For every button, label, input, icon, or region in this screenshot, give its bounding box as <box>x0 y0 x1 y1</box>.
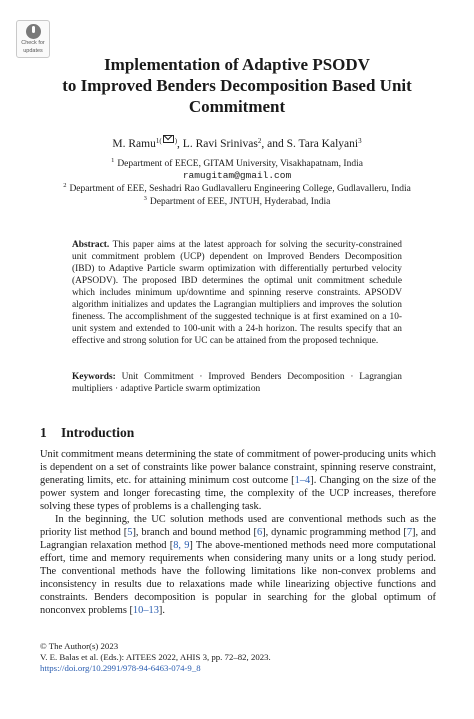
bookmark-icon <box>26 24 41 39</box>
envelope-icon <box>163 135 174 143</box>
title-line-2: to Improved Benders Decomposition Based Unit <box>62 76 412 95</box>
para1-text-b: ]. Changing on the size of the power system and longer forecasting time, the complexity of the UCP increases, therefore solving these types of problems is a challenging task. <box>40 475 436 512</box>
intro-paragraph-1 <box>40 448 436 513</box>
author-3-affil: 3 <box>358 137 362 145</box>
citation-link[interactable]: 1–4 <box>294 475 311 486</box>
affiliation-2-num: 2 <box>63 182 67 189</box>
title-line-3: Commitment <box>188 97 286 116</box>
keywords-label: Keywords: <box>72 372 116 382</box>
para2-text-f: ]. <box>158 605 165 616</box>
affiliation-2-text: Department of EEE, Seshadri Rao Gudlavalleru Engineering College, Gudlavalleru, India <box>69 184 411 194</box>
badge-line2: updates <box>23 47 43 54</box>
intro-paragraph-2 <box>40 513 436 617</box>
author-3-name: , and S. Tara Kalyani <box>261 138 359 150</box>
affiliation-3 <box>0 195 474 207</box>
para1-text-a: Unit commitment means determining the state of commitment of power-producing units which is dependent on a set of constraints like power balance constraint, spinning reserve constraint, generating limits, etc. for attaining minimum cost outcome [ <box>40 449 436 486</box>
check-for-updates-badge[interactable] <box>16 20 50 58</box>
author-2-affil: 2 <box>257 137 262 145</box>
keywords-text: Unit Commitment · Improved Benders Decomposition · Lagrangian multipliers · adaptive Particle swarm optimization <box>72 372 402 394</box>
author-1-name: M. Ramu <box>112 138 156 150</box>
abstract <box>72 239 402 347</box>
para2-text-b: ], branch and bound method [ <box>132 527 257 538</box>
section-title: Introduction <box>61 425 135 440</box>
page-footer <box>40 641 271 674</box>
para2-text-d: ], and Lagrangian relaxation method [ <box>40 527 436 551</box>
abstract-text: This paper aims at the latest approach for solving the security-constrained unit commitment problem (UCP) dependent on Improved Benders Decomposition (IBD) to Adaptive Particle swarm optimization with differentially perturbed velocity (APSODV). The proposed IBD determines the optimal unit commitment schedule which includes minimum up/downtime and spinning reserve constraints. APSODV algorithm initializes and updates the Lagrangian multipliers and improves the solution fineness. The accomplishment of the suggested technique is at first examined on a 10-unit system and extended to 100-unit with a 24-h horizon. The results specify that an effective and strong solution for UC can be attained from the proposed technique. <box>72 240 402 346</box>
affiliation-1-num: 1 <box>111 157 115 164</box>
author-email[interactable]: ramugitam@gmail.com <box>182 170 292 181</box>
section-number: 1 <box>40 425 47 440</box>
citation-link[interactable]: 8, 9 <box>173 540 190 551</box>
para2-text-a: In the beginning, the UC solution methods used are conventional methods such as the priority list method [ <box>40 514 436 538</box>
affiliation-3-num: 3 <box>143 195 147 202</box>
author-list: M. Ramu$^{1( )}$, L. Ravi Srinivas$^2$, and S. Tara Kalyani$^3$ <box>112 137 362 150</box>
citation: V. E. Balas et al. (Eds.): AITEES 2022, AHIS 3, pp. 72–82, 2023. <box>40 652 271 662</box>
title-line-1: Implementation of Adaptive PSODV <box>104 55 370 74</box>
abstract-label: Abstract. <box>72 240 110 250</box>
doi-link[interactable]: https://doi.org/10.2991/978-94-6463-074-9_8 <box>40 663 201 673</box>
author-1-affil: 1 <box>155 137 160 145</box>
affiliation-1-text: Department of EECE, GITAM University, Visakhapatnam, India <box>117 159 363 169</box>
paper-title <box>40 54 434 117</box>
badge-line1: Check for <box>21 40 45 46</box>
para2-text-e: ] The above-mentioned methods need more computational effort, time and memory requirements when considering many units or a long study period. The conventional methods have the following limitations like non-convex problems and inconsistency in results due to relaxations made while linearizing objective functions and constraints. Benders decomposition is popular in searching for the global optimum of nonconvex problems [ <box>40 540 436 616</box>
citation-link[interactable]: 6 <box>256 527 263 538</box>
keywords <box>72 371 402 395</box>
citation-link[interactable]: 10–13 <box>132 605 159 616</box>
affiliation-1 <box>0 157 474 169</box>
citation-link[interactable]: 5 <box>127 527 133 538</box>
affiliation-3-text: Department of EEE, JNTUH, Hyderabad, India <box>149 197 331 207</box>
email-line <box>0 170 474 181</box>
author-2-name: , L. Ravi Srinivas <box>177 138 258 150</box>
affiliation-2 <box>0 182 474 194</box>
copyright: © The Author(s) 2023 <box>40 641 119 651</box>
para2-text-c: ], dynamic programming method [ <box>262 527 407 538</box>
citation-link[interactable]: 7 <box>406 527 413 538</box>
section-heading <box>40 425 134 441</box>
